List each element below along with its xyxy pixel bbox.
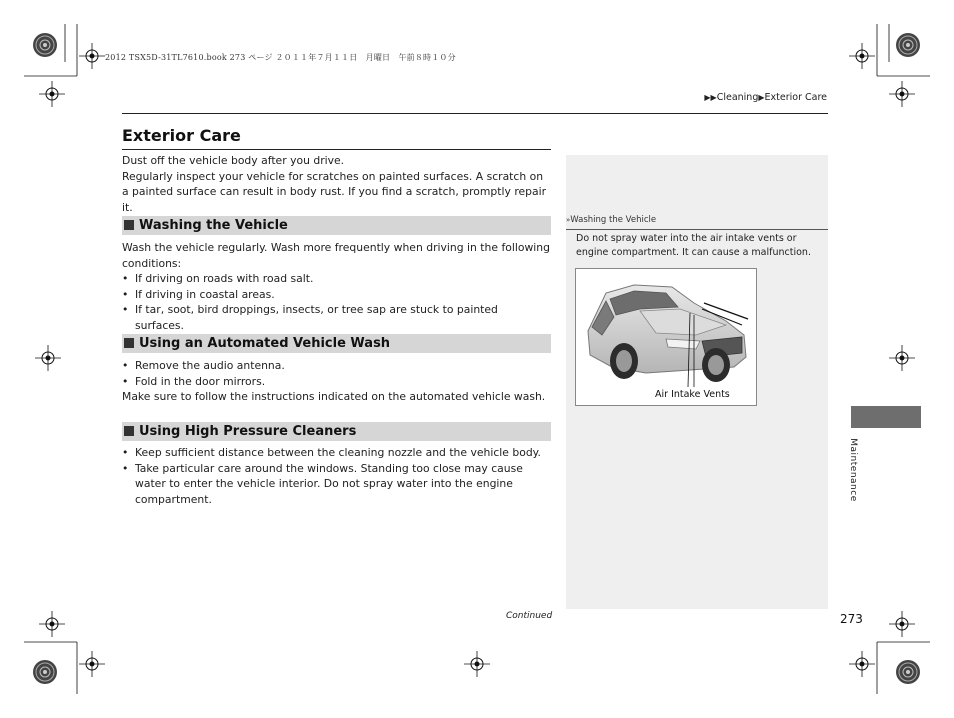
section-heading-automated-wash <box>122 334 551 353</box>
square-bullet-icon <box>124 338 134 348</box>
list-item: • If driving on roads with road salt. <box>122 271 550 287</box>
list-item: • Take particular care around the windows. Standing too close may cause water to enter the vehicle interior. Do not spray water into the engine compartment. <box>122 461 550 508</box>
page-title: Exterior Care <box>122 126 241 145</box>
car-illustration <box>575 268 757 406</box>
section-tab-label: Maintenance <box>848 438 858 502</box>
section-tab-marker <box>851 406 921 428</box>
section-body-high-pressure <box>122 445 550 507</box>
section-body-washing <box>122 240 550 333</box>
breadcrumb <box>704 92 827 103</box>
breadcrumb-item-cleaning: Cleaning <box>716 92 759 103</box>
section-heading-text: Washing the Vehicle <box>139 218 288 233</box>
list-item: • Remove the audio antenna. <box>122 358 550 374</box>
note-heading-text: Washing the Vehicle <box>570 215 657 225</box>
intro-line: Regularly inspect your vehicle for scratches on painted surfaces. A scratch on a painted surface can result in body rust. If you find a scratch, promptly repair it. <box>122 169 547 214</box>
bullet-list <box>122 358 550 389</box>
bullet-list <box>122 271 550 333</box>
section-after-text: Make sure to follow the instructions indicated on the automated vehicle wash. <box>122 390 546 403</box>
list-item: • Fold in the door mirrors. <box>122 374 550 390</box>
list-item: • Keep sufficient distance between the cleaning nozzle and the vehicle body. <box>122 445 550 461</box>
section-intro: Wash the vehicle regularly. Wash more frequently when driving in the following conditions: <box>122 241 550 270</box>
print-metadata: 2012 TSX5D-31TL7610.book 273 ページ ２０１１年７月１１日 月曜日 午前８時１０分 <box>105 53 456 62</box>
page-number: 273 <box>840 612 863 626</box>
breadcrumb-arrows: ▶▶ <box>704 93 717 102</box>
section-heading-washing <box>122 216 551 235</box>
intro-line: Dust off the vehicle body after you drive. <box>122 154 345 167</box>
list-item: • If tar, soot, bird droppings, insects, or tree sap are stuck to painted surfaces. <box>122 302 550 333</box>
section-body-automated-wash <box>122 358 550 405</box>
bullet-list <box>122 445 550 507</box>
car-wagon-icon <box>576 269 756 405</box>
note-heading <box>566 215 828 230</box>
note-marker-icon: » <box>566 216 571 224</box>
header-rule <box>122 113 828 114</box>
title-rule <box>122 149 551 150</box>
square-bullet-icon <box>124 426 134 436</box>
section-heading-text: Using High Pressure Cleaners <box>139 424 357 439</box>
list-item: • If driving in coastal areas. <box>122 287 550 303</box>
breadcrumb-separator: ▶ <box>758 93 765 102</box>
note-text: Do not spray water into the air intake vents or engine compartment. It can cause a malfunction. <box>576 233 811 258</box>
square-bullet-icon <box>124 220 134 230</box>
figure-caption: Air Intake Vents <box>655 389 730 400</box>
breadcrumb-item-exterior-care: Exterior Care <box>764 92 827 103</box>
continued-label: Continued <box>506 611 553 621</box>
section-heading-text: Using an Automated Vehicle Wash <box>139 336 391 351</box>
section-heading-high-pressure <box>122 422 551 441</box>
intro-text <box>122 153 547 215</box>
